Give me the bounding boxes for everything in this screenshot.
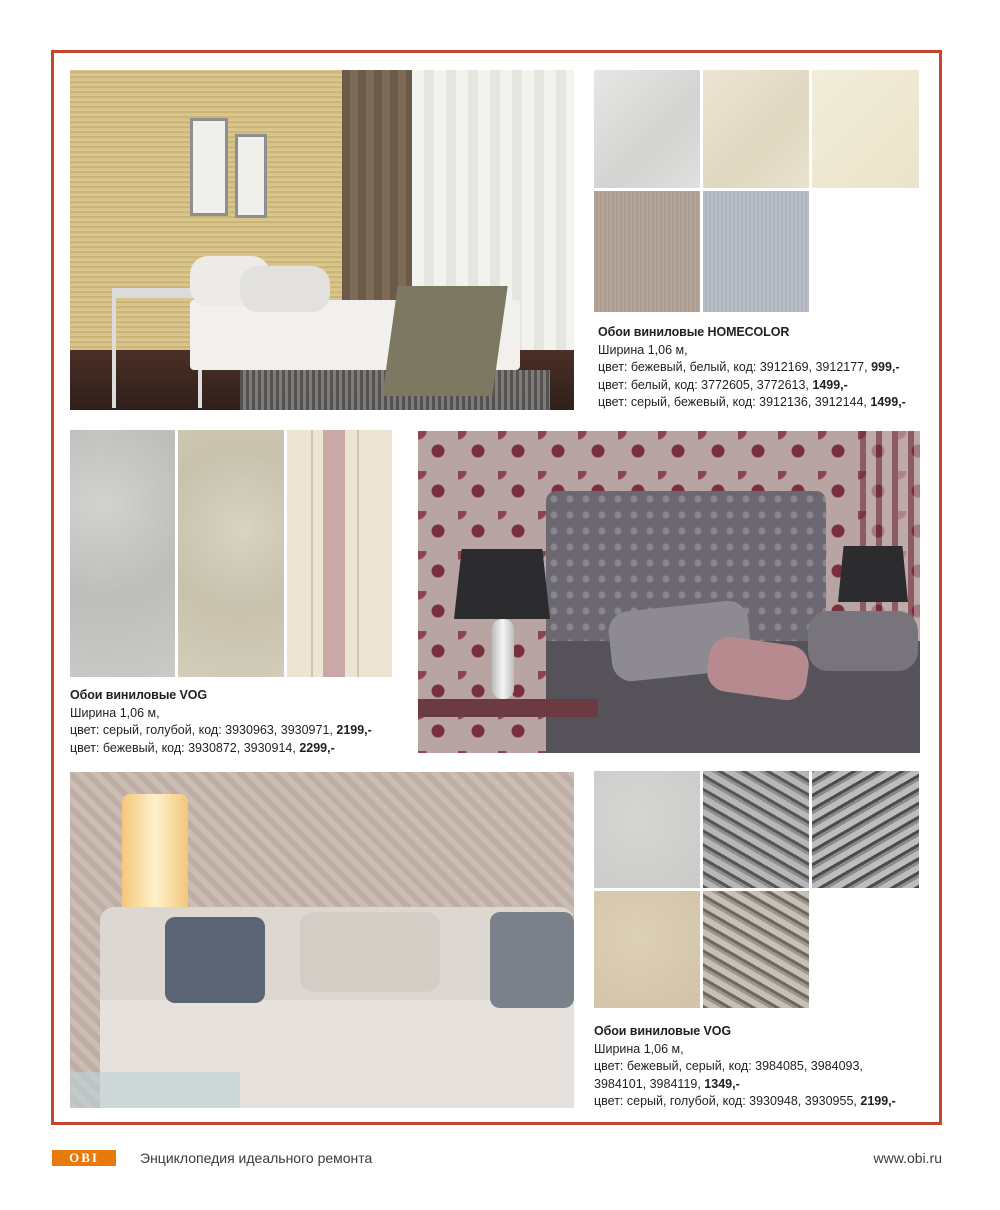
product-price: 1499,- <box>870 395 906 409</box>
obi-logo[interactable]: OBI <box>52 1150 116 1166</box>
product-title: Обои виниловые HOMECOLOR <box>598 325 790 339</box>
product-line <box>70 740 372 758</box>
product-price: 2299,- <box>299 740 335 755</box>
wall-picture <box>190 118 228 216</box>
product-line <box>70 722 372 740</box>
product-width: Ширина 1,06 м, <box>598 342 688 357</box>
wallpaper-swatch <box>594 891 700 1008</box>
fur-cushion <box>490 912 574 1008</box>
product-title: Обои виниловые VOG <box>594 1024 732 1038</box>
lamp-shade <box>838 546 908 602</box>
product-price: 2199,- <box>860 1094 896 1108</box>
wallpaper-roll-swatch <box>70 430 175 677</box>
bedroom-grasscloth-photo <box>70 70 574 410</box>
wallpaper-swatch <box>703 191 809 312</box>
wallpaper-swatch <box>594 70 700 188</box>
product-line <box>598 394 906 412</box>
lamp-base <box>492 619 514 699</box>
product-line-text: цвет: серый, голубой, код: 3930963, 3930971, <box>70 723 337 737</box>
product-line-text: цвет: серый, голубой, код: 3930948, 3930955, <box>594 1094 861 1108</box>
wallpaper-swatch <box>812 771 919 888</box>
wallpaper-roll-swatch <box>287 430 392 677</box>
fur-cushion <box>165 917 265 1003</box>
wallpaper-swatch <box>703 70 809 188</box>
product-line-text: цвет: белый, код: 3772605, 3772613, <box>598 377 813 392</box>
pillow <box>808 611 918 671</box>
footer-url-link[interactable]: www.obi.ru <box>873 1150 942 1166</box>
product-line-text: цвет: бежевый, белый, код: 3912169, 3912177, <box>598 360 872 374</box>
cushion <box>300 912 440 992</box>
product-width: Ширина 1,06 м, <box>594 1041 684 1056</box>
wallpaper-swatch <box>703 891 809 1008</box>
product-line <box>598 359 906 377</box>
product-line-text: цвет: серый, бежевый, код: 3912136, 3912144, <box>598 395 871 409</box>
side-table <box>418 699 598 717</box>
wallpaper-swatch <box>812 70 919 188</box>
product-line <box>594 1093 896 1111</box>
product-caption-vog-1 <box>70 687 372 757</box>
product-line-text: цвет: бежевый, код: 3930872, 3930914, <box>70 740 300 755</box>
bedroom-damask-photo <box>418 431 920 753</box>
product-price: 1499,- <box>812 377 848 392</box>
product-width: Ширина 1,06 м, <box>70 705 160 720</box>
living-room-toile-photo <box>70 772 574 1108</box>
product-caption-homecolor <box>598 324 906 412</box>
product-price: 999,- <box>871 360 900 374</box>
product-line <box>598 377 906 395</box>
pillow <box>240 266 330 312</box>
lamp-shade <box>454 549 550 619</box>
product-price: 2199,- <box>336 723 372 737</box>
nightstand <box>112 288 202 408</box>
product-line-text: 3984101, 3984119, <box>594 1076 705 1091</box>
product-line <box>594 1058 896 1076</box>
footer-title: Энциклопедия идеального ремонта <box>140 1150 373 1166</box>
wallpaper-roll-swatch <box>178 430 284 677</box>
product-line-text: цвет: бежевый, серый, код: 3984085, 3984093, <box>594 1059 863 1073</box>
product-price: 1349,- <box>704 1076 740 1091</box>
wallpaper-swatch <box>594 771 700 888</box>
product-line <box>594 1076 896 1094</box>
glass-table <box>70 1072 240 1108</box>
wallpaper-swatch <box>594 191 700 312</box>
product-title: Обои виниловые VOG <box>70 688 208 702</box>
product-caption-vog-2 <box>594 1023 896 1111</box>
wall-picture <box>235 134 267 218</box>
bed-throw <box>382 286 507 396</box>
wallpaper-swatch <box>703 771 809 888</box>
